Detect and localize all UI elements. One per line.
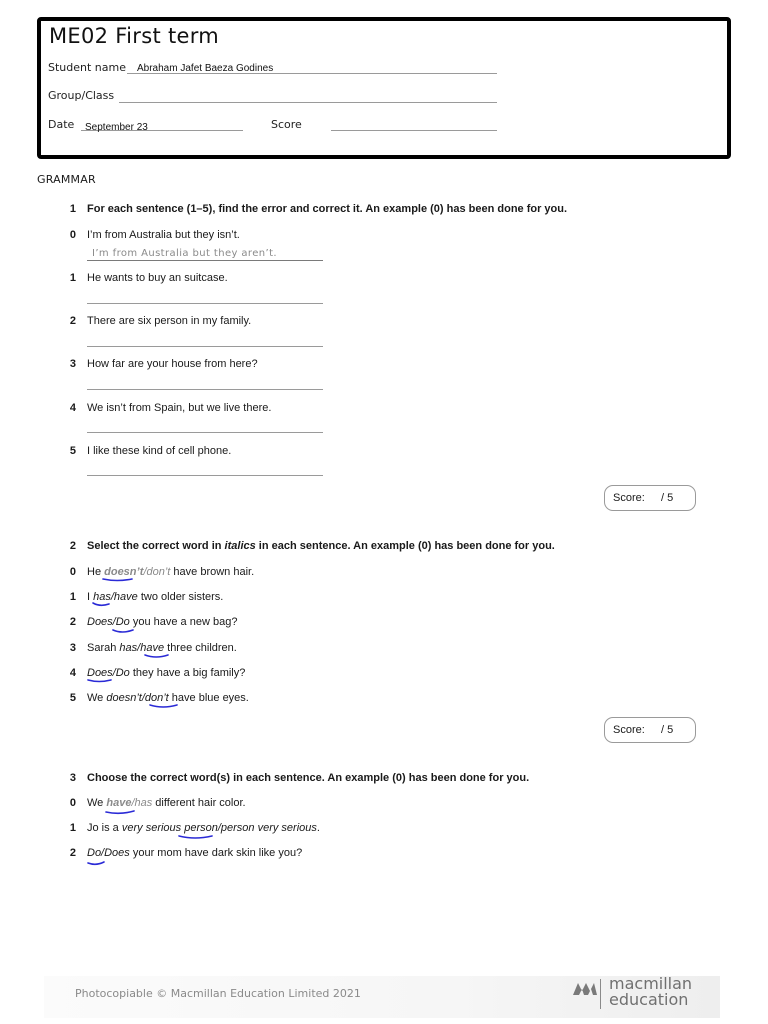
student-name-label: Student name xyxy=(48,61,126,74)
logo-text xyxy=(609,976,692,1008)
exercise-3-instruction: Choose the correct word(s) in each sentence. An example (0) has been done for you. xyxy=(87,772,530,784)
copyright-text: Photocopiable © Macmillan Education Limited 2021 xyxy=(75,987,361,1000)
ex3-item-1-choices[interactable]: very serious person/person very serious xyxy=(121,822,317,834)
ink-underline-ex2-0 xyxy=(103,579,132,581)
exercise-2-number: 2 xyxy=(69,540,76,552)
ex3-item-0-choice-a[interactable]: have xyxy=(106,797,132,809)
ex1-item-5-text: I like these kind of cell phone. xyxy=(87,445,232,457)
ex3-item-2-number: 2 xyxy=(69,847,76,859)
student-name-value: Abraham Jafet Baeza Godines xyxy=(137,63,274,74)
ex2-item-1-part: I xyxy=(87,591,94,603)
ex2-item-5-choices[interactable]: doesn’t/don’t xyxy=(106,692,169,704)
ex1-item-4-text: We isn’t from Spain, but we live there. xyxy=(87,402,272,414)
ex2-item-0-number: 0 xyxy=(69,566,76,578)
ex2-item-2-choices[interactable]: Does/Do xyxy=(87,616,130,628)
date-label: Date xyxy=(48,118,75,131)
ex2-item-1-part-end: two older sisters. xyxy=(137,591,224,603)
ex2-item-3-part-end: three children. xyxy=(164,642,237,654)
exercise-2-instruction-italic: italics xyxy=(224,540,256,552)
ink-underline-ex2-3 xyxy=(145,655,168,657)
date-value: September 23 xyxy=(85,122,148,133)
ex1-item-4-number: 4 xyxy=(69,402,76,414)
ex3-item-0-slash: / xyxy=(131,797,135,809)
score-label: Score xyxy=(271,118,302,131)
ex2-item-0-part: He xyxy=(87,566,105,578)
ex1-item-0-answer: I’m from Australia but they aren’t. xyxy=(92,248,277,259)
logo-divider xyxy=(600,979,601,1009)
ex1-item-3-text: How far are your house from here? xyxy=(87,358,258,370)
exercise-3-number: 3 xyxy=(69,772,76,784)
page-title: ME02 First term xyxy=(49,24,220,48)
ex2-item-0-slash: / xyxy=(143,566,147,578)
ex2-item-4-number: 4 xyxy=(69,667,76,679)
ex2-item-5-number: 5 xyxy=(69,692,76,704)
ex2-item-4-part-end: they have a big family? xyxy=(129,667,246,679)
ex3-item-0-number: 0 xyxy=(69,797,76,809)
ex1-item-2-text: There are six person in my family. xyxy=(87,315,252,327)
ex1-item-5-number: 5 xyxy=(69,445,76,457)
footer xyxy=(44,976,720,1018)
exercise-1-instruction: For each sentence (1–5), find the error and correct it. An example (0) has been done for you. xyxy=(87,203,568,215)
ex3-item-0-part-end: different hair color. xyxy=(152,797,246,809)
ex1-item-1-number: 1 xyxy=(69,272,76,284)
ex2-item-2-part-end: you have a new bag? xyxy=(129,616,238,628)
ink-underline-ex2-2 xyxy=(113,630,133,632)
macmillan-logo-icon xyxy=(572,978,598,998)
ex2-item-0-choice-a[interactable]: doesn’t xyxy=(104,566,144,578)
ex3-item-0-choice-b[interactable]: has xyxy=(134,797,153,809)
ink-underline-ex2-1 xyxy=(93,603,109,605)
exercise-2-instruction-pre: Select the correct word in xyxy=(87,540,225,552)
ex2-item-4-choices[interactable]: Does/Do xyxy=(87,667,130,679)
ex1-item-0-text: I’m from Australia but they isn’t. xyxy=(87,229,240,241)
ink-underline-ex3-0 xyxy=(106,811,134,813)
ex3-item-1-part-end: . xyxy=(316,822,320,834)
ex2-item-0-choice-b[interactable]: don’t xyxy=(146,566,171,578)
exercise-1-score-label: Score: xyxy=(613,492,645,504)
exercise-1-score-value: / 5 xyxy=(661,492,674,504)
ex3-item-1-part: Jo is a xyxy=(87,822,122,834)
ink-underline-ex3-2 xyxy=(88,862,104,864)
ex3-item-2-part-end: your mom have dark skin like you? xyxy=(129,847,303,859)
ex1-item-3-number: 3 xyxy=(69,358,76,370)
logo-line-1: macmillan xyxy=(609,974,693,993)
ink-underline-ex2-5 xyxy=(150,705,177,707)
ex3-item-2-choices[interactable]: Do/Does xyxy=(87,847,130,859)
group-class-label: Group/Class xyxy=(48,89,115,102)
ex1-item-1-text: He wants to buy an suitcase. xyxy=(87,272,228,284)
ex2-item-3-choices[interactable]: has/have xyxy=(119,642,165,654)
exercise-1-number: 1 xyxy=(69,203,76,215)
ex2-item-3-number: 3 xyxy=(69,642,76,654)
section-heading: GRAMMAR xyxy=(37,173,96,186)
ink-underline-ex3-1 xyxy=(179,836,212,838)
exercise-2-score-label: Score: xyxy=(613,724,645,736)
exercise-2-score-value: / 5 xyxy=(661,724,674,736)
ex2-item-1-choices[interactable]: has/have xyxy=(93,591,138,603)
ink-underline-ex2-4 xyxy=(88,680,111,682)
exercise-2-instruction-post: in each sentence. An example (0) has been done for you. xyxy=(255,540,555,552)
ex2-item-3-part: Sarah xyxy=(87,642,120,654)
ex2-item-0-part-end: have brown hair. xyxy=(170,566,255,578)
ex2-item-2-number: 2 xyxy=(69,616,76,628)
ex1-item-2-number: 2 xyxy=(69,315,76,327)
ex3-item-0-part: We xyxy=(87,797,107,809)
ex2-item-5-part: We xyxy=(87,692,107,704)
logo-line-2: education xyxy=(609,990,689,1009)
ex2-item-5-part-end: have blue eyes. xyxy=(168,692,249,704)
ex2-item-1-number: 1 xyxy=(69,591,76,603)
ex1-item-0-number: 0 xyxy=(69,229,76,241)
ex3-item-1-number: 1 xyxy=(69,822,76,834)
